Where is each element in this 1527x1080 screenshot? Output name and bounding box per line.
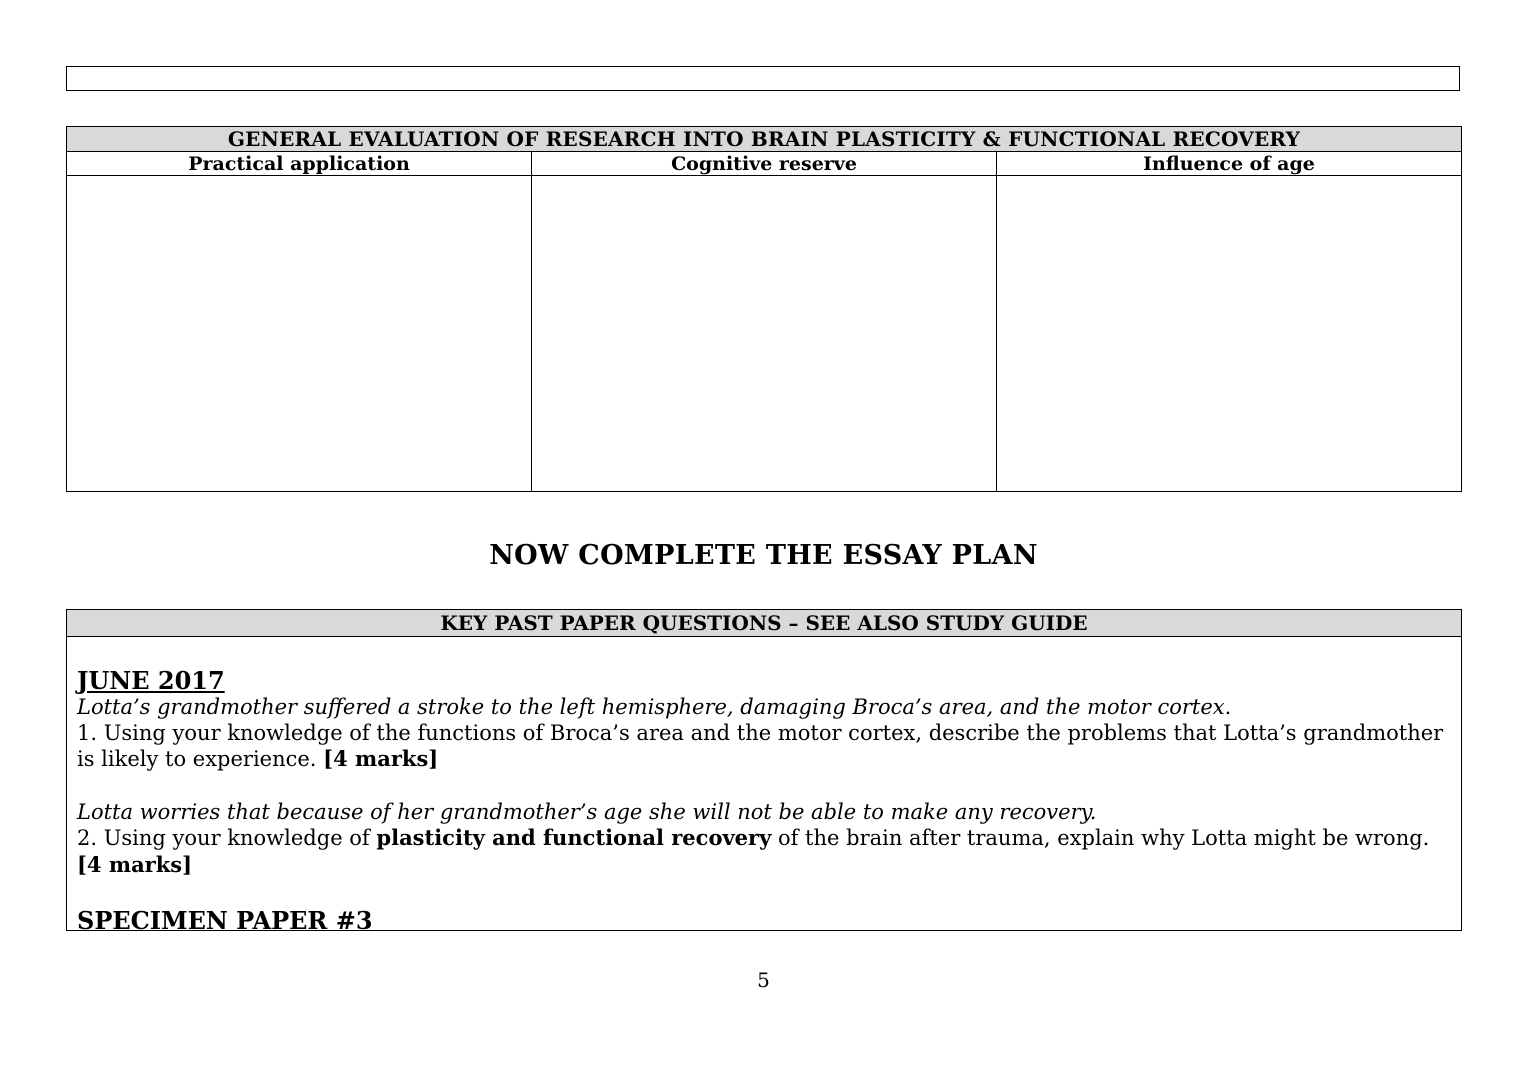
cell-practical-application[interactable] <box>67 176 532 492</box>
essay-plan-heading: NOW COMPLETE THE ESSAY PLAN <box>489 540 1038 571</box>
question-2-text-before: 2. Using your knowledge of <box>77 826 370 850</box>
scenario-1: Lotta’s grandmother suffered a stroke to the left hemisphere, damaging Broca’s area, and the motor cortex. <box>77 695 1232 719</box>
questions-header: KEY PAST PAPER QUESTIONS – SEE ALSO STUDY GUIDE <box>67 610 1461 637</box>
june-2017-title: JUNE 2017 <box>77 666 225 695</box>
column-header-practical-application: Practical application <box>67 152 532 176</box>
cell-cognitive-reserve[interactable] <box>532 176 997 492</box>
past-paper-questions-box <box>66 609 1462 931</box>
questions-body <box>67 637 1461 931</box>
scenario-2: Lotta worries that because of her grandmother’s age she will not be able to make any recovery. <box>77 799 1097 824</box>
evaluation-table-title: GENERAL EVALUATION OF RESEARCH INTO BRAIN PLASTICITY & FUNCTIONAL RECOVERY <box>67 127 1462 152</box>
page-number: 5 <box>757 968 770 992</box>
question-2 <box>77 825 1451 878</box>
cell-influence-of-age[interactable] <box>997 176 1462 492</box>
evaluation-table <box>66 126 1462 492</box>
question-2-text-after: of the brain after trauma, explain why Lotta might be wrong. <box>777 826 1430 850</box>
top-empty-box <box>66 66 1460 91</box>
question-1 <box>77 721 1451 773</box>
column-header-cognitive-reserve: Cognitive reserve <box>532 152 997 176</box>
specimen-paper-title: SPECIMEN PAPER #3 <box>77 906 373 931</box>
column-header-influence-of-age: Influence of age <box>997 152 1462 176</box>
question-2-bold: plasticity and functional recovery <box>376 825 772 850</box>
question-1-marks: [4 marks] <box>323 746 439 771</box>
question-2-marks: [4 marks] <box>77 851 193 877</box>
question-1-text: 1. Using your knowledge of the functions of Broca’s area and the motor cortex, describe the problems that Lotta’s grandmother is likely to experience. <box>77 720 1444 771</box>
